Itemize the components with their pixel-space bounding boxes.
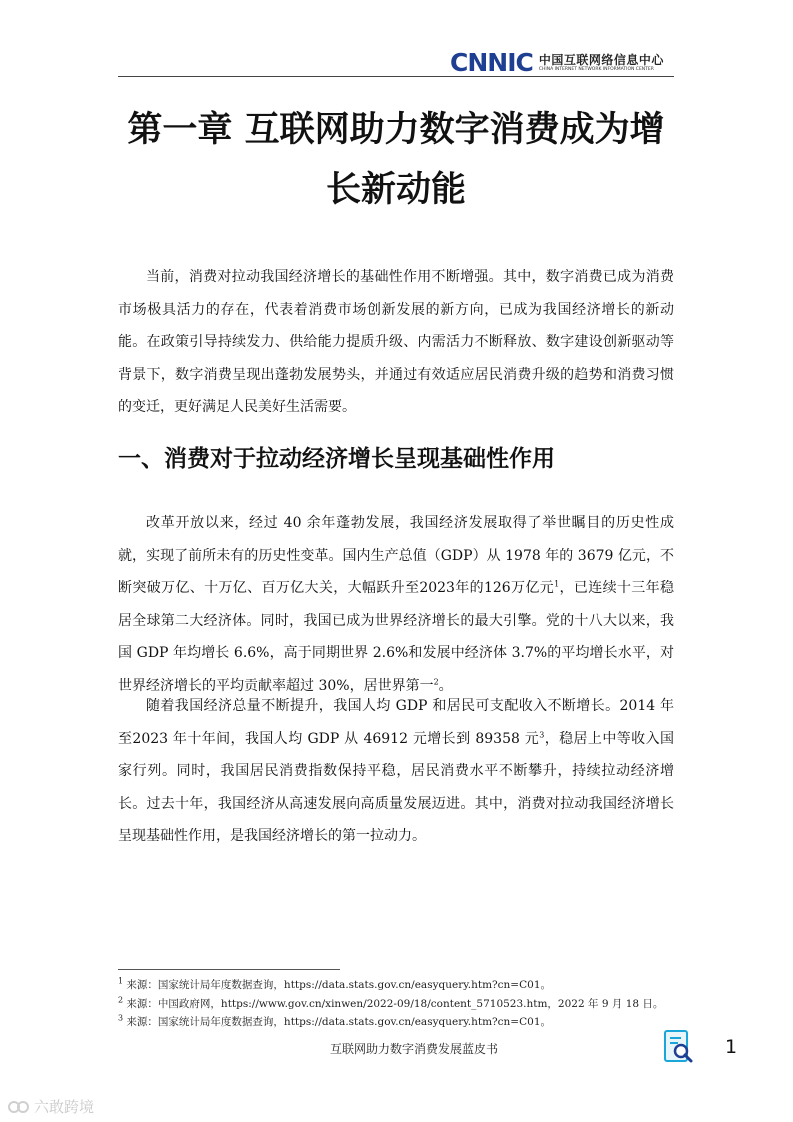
- watermark-text: 六敢跨境: [34, 1098, 95, 1116]
- watermark: [8, 1096, 94, 1117]
- p1-text-a: 改革开放以来，经过 40 余年蓬勃发展，我国经济发展取得了举世瞩目的历史性成就，实现了前所未有的历史性变革。国内生产总值（GDP）从 1978 年的 3679 亿元，不断突破万亿、十万亿、百万亿大关，大幅跃升至2023年的126万亿元: [118, 515, 674, 597]
- header-divider: [118, 76, 674, 77]
- logo-chinese-name: 中国互联网络信息中心: [538, 53, 664, 67]
- intro-paragraph: 当前，消费对拉动我国经济增长的基础性作用不断增强。其中，数字消费已成为消费市场极具活力的存在，代表着消费市场创新发展的新方向，已成为我国经济增长的新动能。在政策引导持续发力、供给能力提质升级、内需活力不断释放、数字建设创新驱动等背景下，数字消费呈现出蓬勃发展势头，并通过有效适应居民消费升级的趋势和消费习惯的变迁，更好满足人民美好生活需要。: [118, 269, 674, 416]
- chapter-title-line1: 第一章 互联网助力数字消费成为增: [127, 109, 665, 150]
- report-search-icon: [664, 1030, 694, 1064]
- logo-english-name: CHINA INTERNET NETWORK INFORMATION CENTER: [538, 67, 654, 72]
- footnote-divider: [118, 969, 340, 970]
- cnnic-logo: [450, 50, 664, 76]
- footer-book-title: 互联网助力数字消费发展蓝皮书: [330, 1042, 499, 1056]
- logo-text: [539, 53, 664, 73]
- section-heading: 一、消费对于拉动经济增长呈现基础性作用: [118, 446, 555, 472]
- watermark-logo-icon: [8, 1099, 30, 1115]
- footnote-mark: 3: [118, 1013, 124, 1023]
- footnote-ref-1: 1: [554, 579, 560, 589]
- footnote-mark: 1: [118, 976, 124, 986]
- p1-text-c: 。: [438, 677, 453, 694]
- p1-text-b: ，已连续十三年稳居全球第二大经济体。同时，我国已成为世界经济增长的最大引擎。党的十八大以来，我国 GDP 年均增长 6.6%，高于同期世界 2.6%和发展中经济体 3.7%的平均增长水平，对世界经济增长的平均贡献率超过 30%，居世界第一: [118, 580, 674, 694]
- footnote-text: 来源：国家统计局年度数据查询，https://data.stats.gov.cn/easyquery.htm?cn=C01。: [123, 979, 552, 991]
- body-paragraph-1: [118, 507, 674, 703]
- footnote-text: 来源：中国政府网，https://www.gov.cn/xinwen/2022-09/18/content_5710523.htm，2022 年 9 月 18 日。: [123, 997, 664, 1010]
- footnote-ref-2: 2: [433, 677, 439, 687]
- footnotes: [118, 976, 718, 1032]
- footnote-3: [118, 1013, 718, 1032]
- logo-mark: CNNIC: [450, 48, 533, 77]
- body-paragraph-2: [118, 690, 674, 853]
- footnote-text: 来源：国家统计局年度数据查询，https://data.stats.gov.cn/easyquery.htm?cn=C01。: [123, 1016, 552, 1028]
- footnote-ref-3: 3: [539, 729, 545, 739]
- footnote-1: [118, 976, 718, 995]
- page-number: 1: [725, 1036, 738, 1058]
- p2-text-b: ，稳居上中等收入国家行列。同时，我国居民消费指数保持平稳，居民消费水平不断攀升，持续拉动经济增长。过去十年，我国经济从高速发展向高质量发展迈进。其中，消费对拉动我国经济增长呈现基础性作用，是我国经济增长的第一拉动力。: [118, 730, 674, 845]
- chapter-title-line2: 长新动能: [325, 169, 466, 210]
- footnote-2: [118, 995, 718, 1014]
- p2-text-a: 随着我国经济总量不断提升，我国人均 GDP 和居民可支配收入不断增长。2014 年至2023 年十年间，我国人均 GDP 从 46912 元增长到 89358 元: [118, 698, 674, 747]
- footnote-mark: 2: [118, 995, 124, 1004]
- chapter-title: [118, 100, 674, 220]
